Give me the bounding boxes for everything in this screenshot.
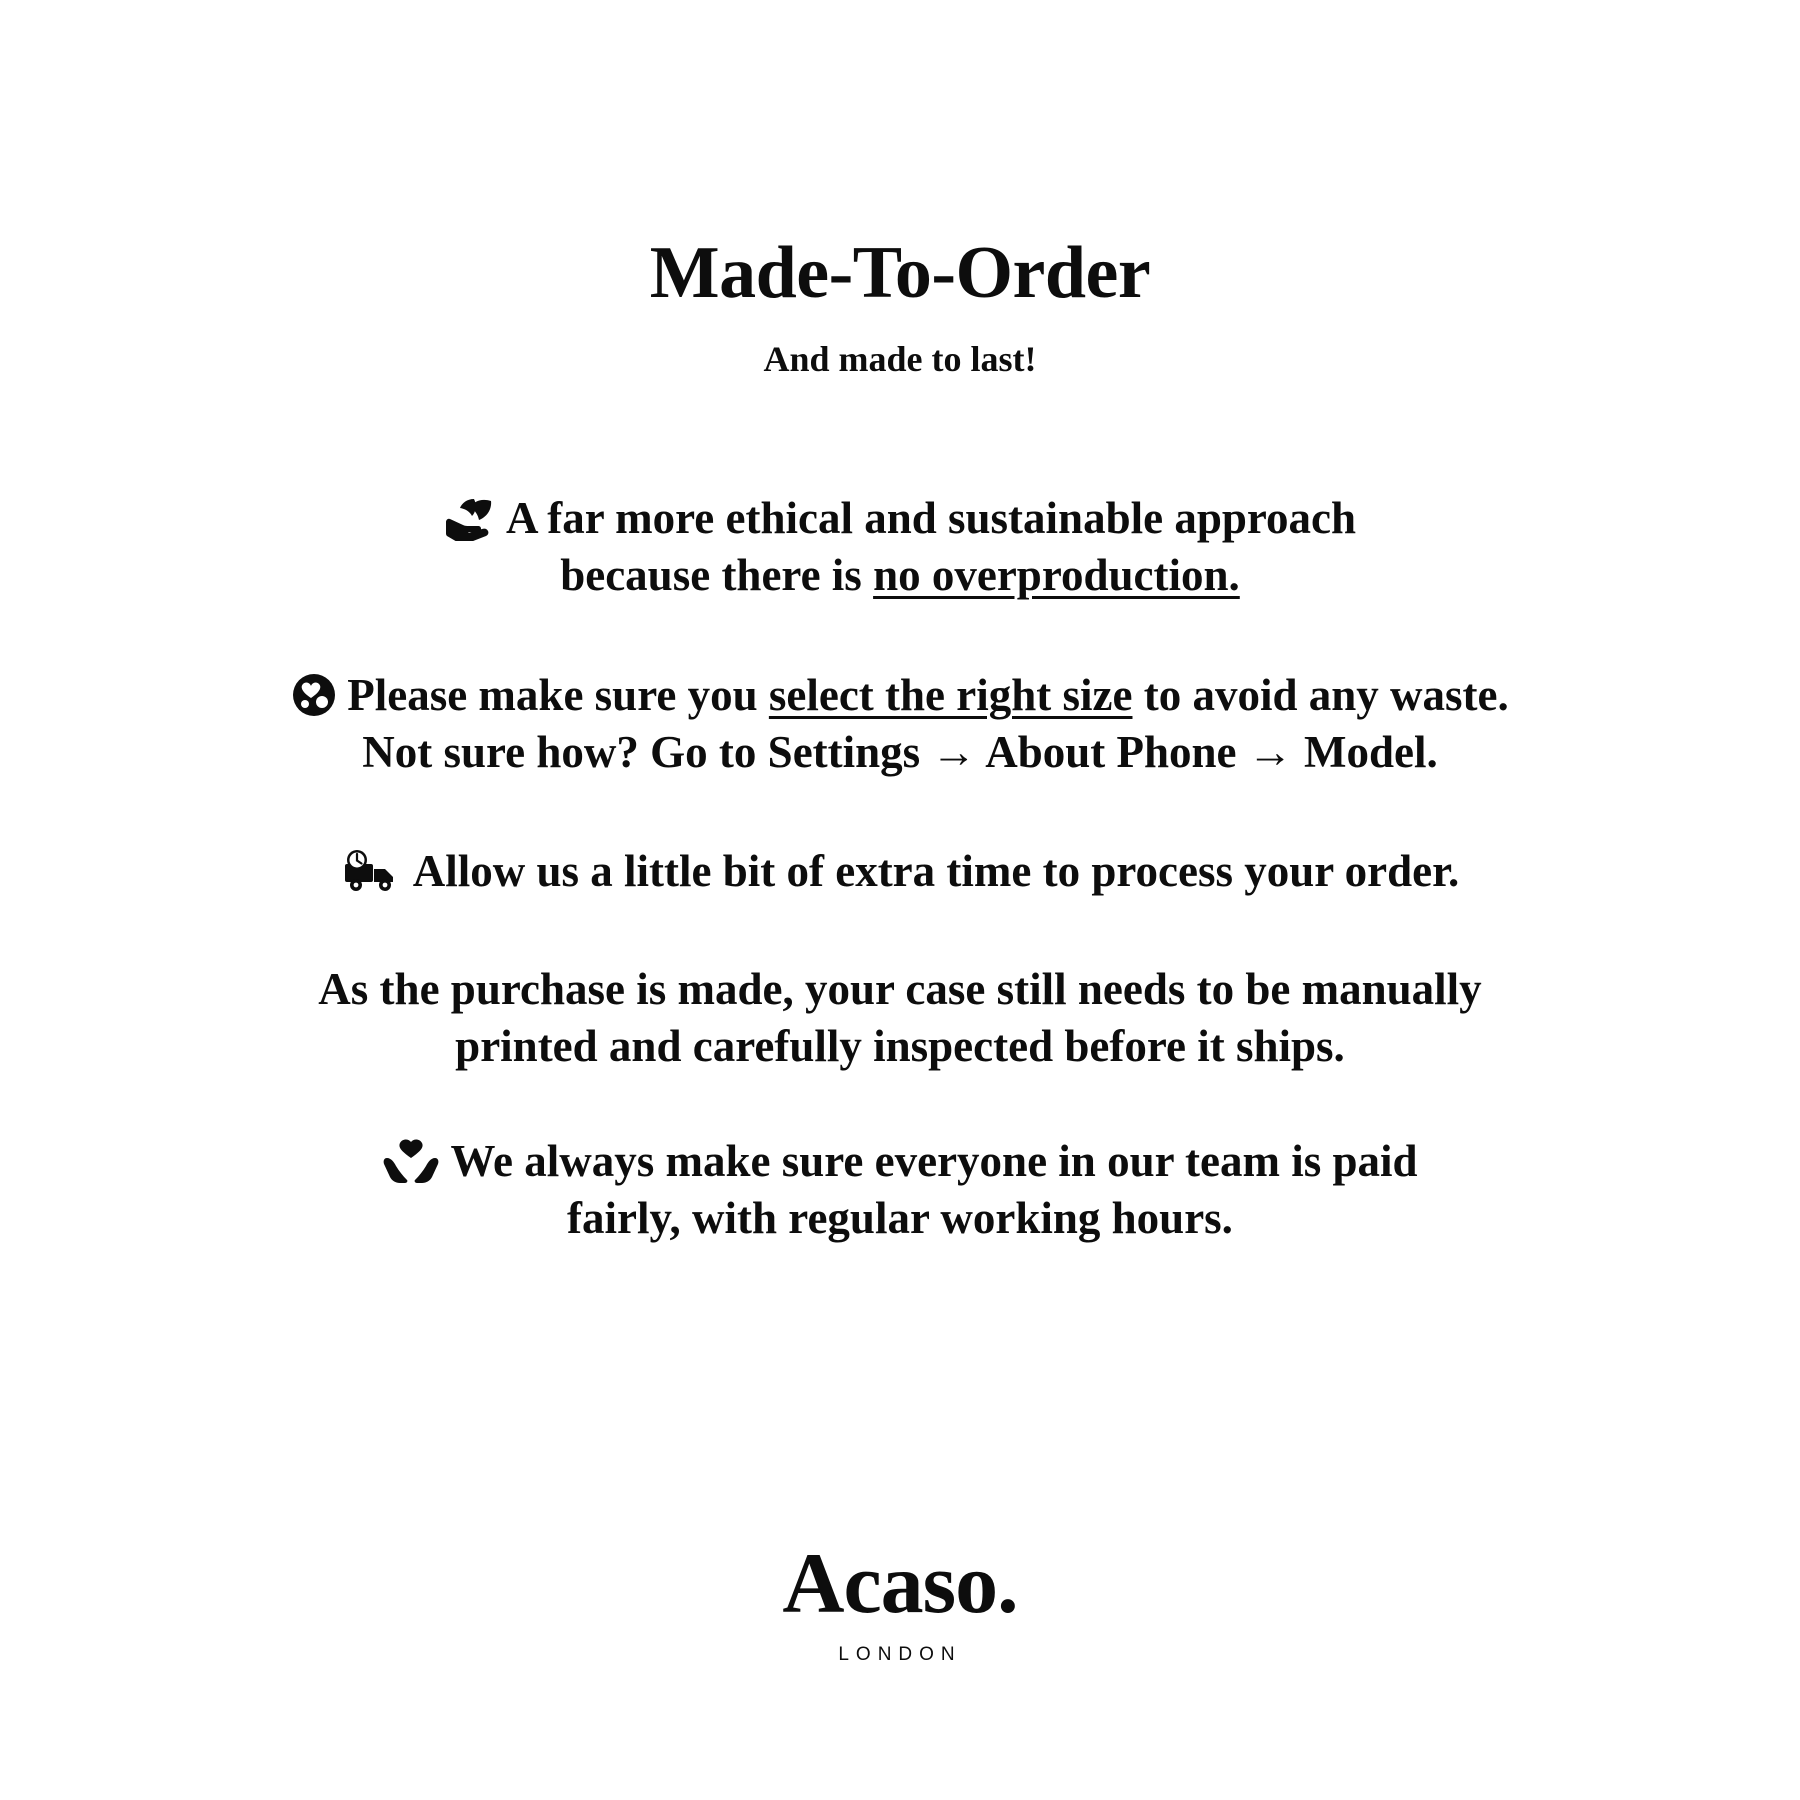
list-item-line1: A far more ethical and sustainable approach — [505, 493, 1357, 543]
page-title: Made-To-Order — [649, 232, 1151, 314]
list-item-line1-post: to avoid any waste. — [1132, 670, 1509, 721]
list-item-line1-emphasis: select the right size — [768, 670, 1133, 721]
list-item-line2: Not sure how? Go to Settings → About Phone → Model. — [362, 727, 1438, 778]
list-item — [120, 843, 1680, 900]
list-item-line1-pre: Please make sure you — [347, 670, 769, 721]
list-item-line2-pre: because there is — [560, 549, 874, 600]
list-item-line1: We always make sure everyone in our team is paid — [450, 1135, 1418, 1186]
list-item — [120, 667, 1680, 780]
brand-location: LONDON — [838, 1644, 962, 1665]
list-item-line2: printed and carefully inspected before it ships. — [455, 1021, 1345, 1072]
list-item — [120, 961, 1680, 1074]
brand-logo — [0, 1535, 1800, 1666]
list-item-line2: fairly, with regular working hours. — [567, 1192, 1233, 1243]
brand-name: Acaso. — [782, 1535, 1018, 1631]
list-item-line1: Allow us a little bit of extra time to process your order. — [412, 845, 1460, 896]
list-item-line1: As the purchase is made, your case still needs to be manually — [318, 964, 1482, 1015]
list-item-line2-emphasis: no overproduction. — [873, 549, 1240, 600]
delivery-truck-clock-icon — [341, 848, 403, 894]
list-item — [120, 490, 1680, 603]
hands-heart-icon — [382, 1138, 440, 1184]
phone-heart-icon — [291, 672, 337, 718]
list-item — [120, 1133, 1680, 1246]
bullet-list — [60, 490, 1740, 1246]
hand-leaf-icon — [444, 495, 496, 541]
page-subtitle: And made to last! — [763, 339, 1037, 379]
